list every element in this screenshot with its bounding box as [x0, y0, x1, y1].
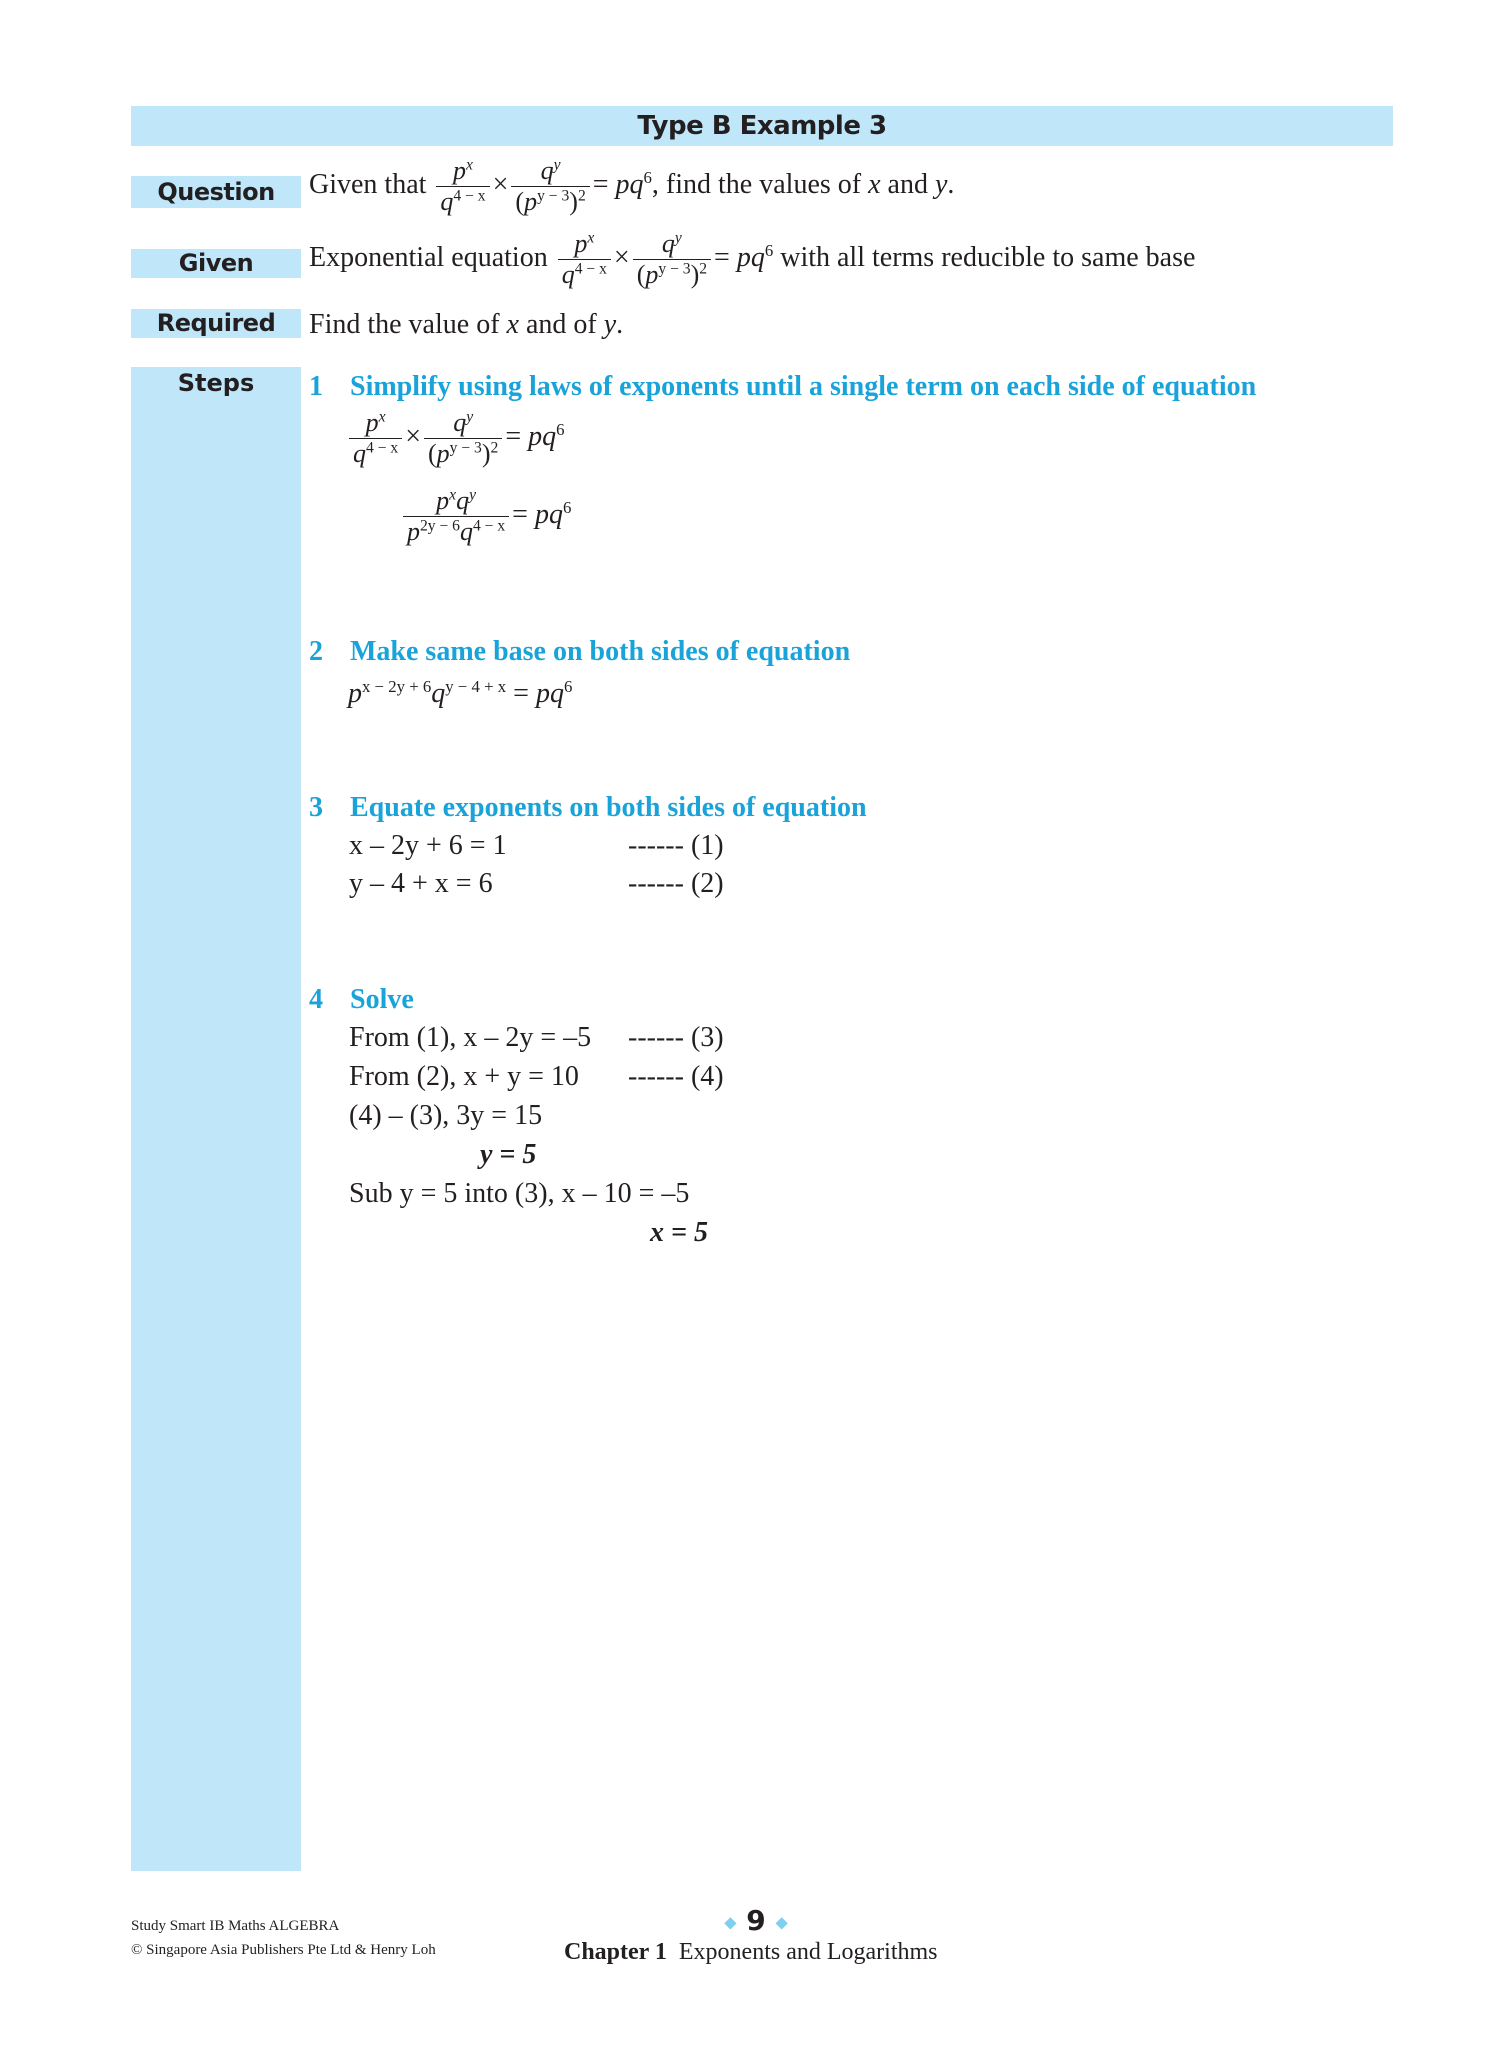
step-4-line-2-ref: ------ (4) [628, 1061, 724, 1092]
given-label: Given [131, 249, 301, 278]
fraction-1: $\frac{p^x}{q^{4 - x}}$ [436, 158, 489, 215]
given-text: Exponential equation $\frac{p^x}{q^{4 - x}}$ × $\frac{q^y}{(p^{y - 3})^2}$ = $pq^6$ with all terms reducible to same base [309, 229, 1196, 289]
step-3-line-2-ref: ------ (2) [628, 868, 724, 899]
step-4-line-5: Sub y = 5 into (3), x – 10 = –5 [349, 1178, 690, 1209]
step-3-line-1-ref: ------ (1) [628, 830, 724, 861]
required-text: Find the value of x and of y. [309, 309, 624, 340]
footer-book-title: Study Smart IB Maths ALGEBRA [131, 1918, 340, 1934]
step-4-line-3: (4) – (3), 3y = 15 [349, 1100, 543, 1131]
step-3-line-2: y – 4 + x = 6 [349, 868, 493, 899]
step-4-line-1-ref: ------ (3) [628, 1022, 724, 1053]
step-3-line-1: x – 2y + 6 = 1 [349, 830, 507, 861]
steps-label: Steps [177, 369, 255, 397]
fraction-2: $\frac{q^y}{(p^{y - 3})^2}$ [511, 158, 589, 215]
step-4-line-2: From (2), x + y = 10 [349, 1061, 579, 1092]
step-4-result-x: x = 5 [650, 1217, 708, 1248]
example-title: Type B Example 3 [131, 106, 1393, 146]
step-4-result-y: y = 5 [480, 1139, 537, 1170]
step-1-equation-1: $\frac{p^x}{q^{4 - x}}$ × $\frac{q^y}{(p^{y - 3})^2}$ = $pq^6$ [346, 410, 565, 467]
required-label: Required [131, 309, 301, 338]
step-4-line-1: From (1), x – 2y = –5 [349, 1022, 592, 1053]
question-prefix: Given that [309, 168, 427, 200]
fraction-1: $\frac{p^x}{q^{4 - x}}$ [558, 231, 611, 288]
footer-copyright: © Singapore Asia Publishers Pte Ltd & Henry Loh [131, 1942, 436, 1958]
diamond-icon: ◆ [775, 1912, 788, 1932]
question-label: Question [131, 176, 301, 208]
steps-column [131, 367, 301, 1871]
fraction-2: $\frac{q^y}{(p^{y - 3})^2}$ [633, 231, 711, 288]
given-prefix: Exponential equation [309, 241, 548, 273]
diamond-icon: ◆ [724, 1912, 737, 1932]
footer-chapter: Chapter 1 Exponents and Logarithms [564, 1939, 938, 1965]
question-text: Given that $\frac{p^x}{q^{4 - x}}$ × $\frac{q^y}{(p^{y - 3})^2}$ = $pq^6$, find the values of x and y. [309, 156, 955, 216]
step-2-equation: $p^{x - 2y + 6}q^{y - 4 + x} = pq^6$ [348, 676, 573, 709]
step-1-equation-2: $\frac{p^xq^y}{p^{2y - 6}q^{4 - x}}$ = $pq^6$ [400, 488, 571, 545]
page-number: ◆ 9 ◆ [724, 1904, 788, 1937]
